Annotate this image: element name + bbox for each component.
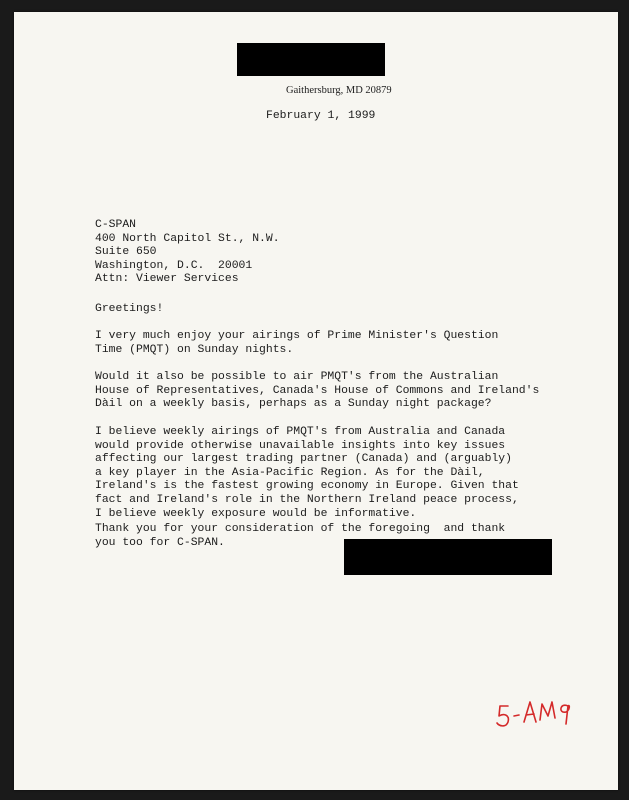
- greeting: Greetings!: [95, 303, 164, 315]
- paragraph-2: Would it also be possible to air PMQT's from the Australian House of Representatives, Canada's House of Commons and Ireland's Dàil on a weekly basis, perhaps as a Sunday night package?: [95, 371, 540, 411]
- paragraph-4: Thank you for your consideration of the foregoing and thank you too for C-SPAN.: [95, 523, 506, 549]
- letter-date: February 1, 1999: [266, 110, 376, 122]
- redacted-signer-name: [344, 539, 552, 575]
- redacted-sender-name: [237, 43, 385, 76]
- recipient-line: Suite 650: [95, 246, 157, 259]
- recipient-address: [95, 219, 280, 287]
- recipient-line: C-SPAN: [95, 219, 137, 231]
- recipient-line: Washington, D.C. 20001: [95, 259, 253, 272]
- paragraph-3: I believe weekly airings of PMQT's from Australia and Canada would provide otherwise unavailable insights into key issues affecting our largest trading partner (Canada) and (arguably) a key player in the Asia-Pacific Region. As for the Dàil, Ireland's is the fastest growing economy in Europe. Given that fact and Ireland's role in the Northern Ireland peace process, I believe weekly exposure would be informative.: [95, 426, 519, 520]
- recipient-line: 400 North Capitol St., N.W.: [95, 232, 280, 245]
- handwritten-note: [494, 684, 594, 734]
- sender-city: Gaithersburg, MD 20879: [286, 85, 392, 96]
- paragraph-1: I very much enjoy your airings of Prime Minister's Question Time (PMQT) on Sunday nights.: [95, 330, 499, 356]
- recipient-line: Attn: Viewer Services: [95, 273, 239, 286]
- letter-page: [14, 12, 618, 790]
